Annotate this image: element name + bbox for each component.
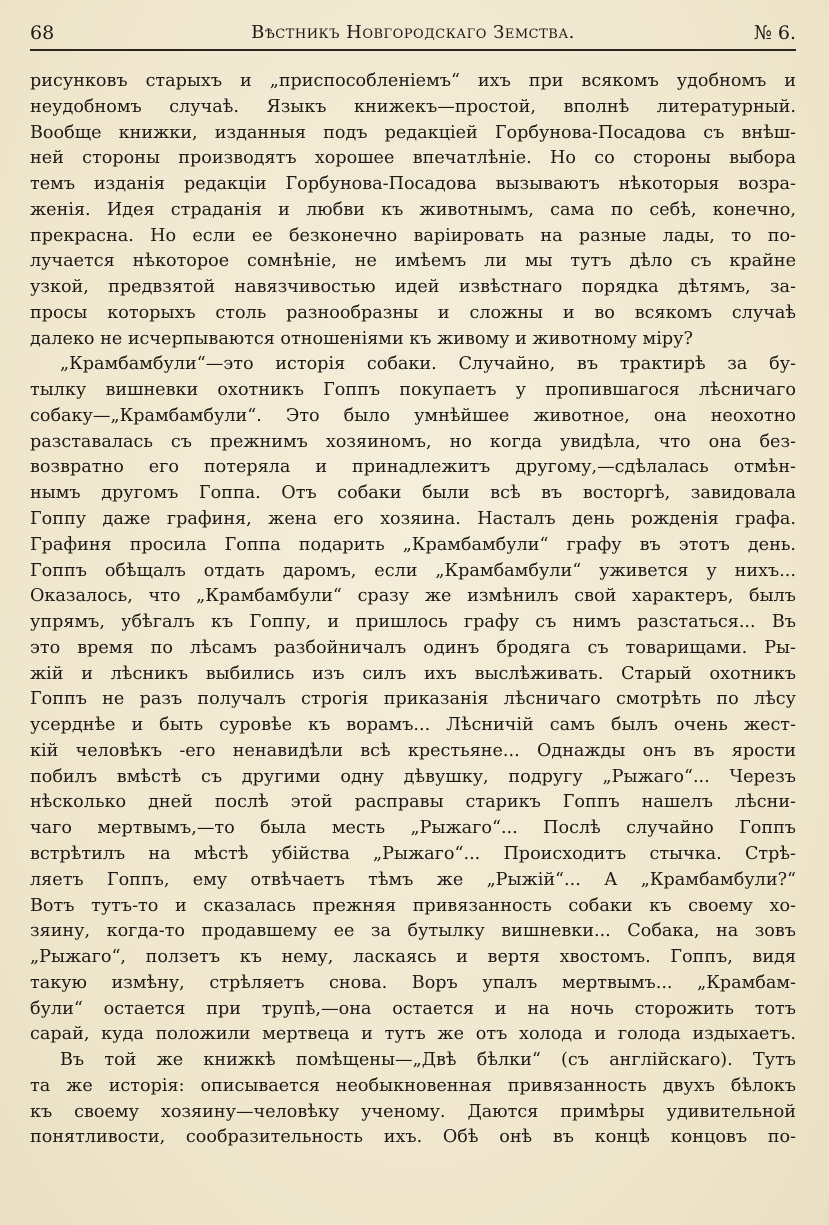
text-line: нымъ другомъ Гоппа. Отъ собаки были всѣ въ восторгѣ, завидовала bbox=[30, 483, 796, 504]
text-line: кій человѣкъ -его ненавидѣли всѣ крестьяне... Однажды онъ въ ярости bbox=[30, 740, 796, 761]
text-line: разставалась съ прежнимъ хозяиномъ, но когда увидѣла, что она без- bbox=[30, 431, 796, 452]
text-line: ляетъ Гоппъ, ему отвѣчаетъ тѣмъ же „Рыжій“... А „Крамбамбули?“ bbox=[30, 869, 796, 890]
text-line: возвратно его потеряла и принадлежитъ другому,—сдѣлалась отмѣн- bbox=[30, 457, 796, 478]
text-line: упрямъ, убѣгалъ къ Гоппу, и пришлось графу съ нимъ разстаться... Въ bbox=[30, 612, 796, 633]
text-line: Графиня просила Гоппа подарить „Крамбамбули“ графу въ этотъ день. bbox=[30, 534, 796, 555]
text-line: ней стороны производятъ хорошее впечатлѣніе. Но со стороны выбора bbox=[30, 148, 796, 169]
text-line: неудобномъ случаѣ. Языкъ книжекъ—простой, вполнѣ литературный. bbox=[30, 96, 796, 117]
text-line: встрѣтилъ на мѣстѣ убійства „Рыжаго“... Происходитъ стычка. Стрѣ- bbox=[30, 843, 796, 864]
text-line: это время по лѣсамъ разбойничалъ одинъ бродяга съ товарищами. Ры- bbox=[30, 637, 796, 658]
text-line: та же исторія: описывается необыкновенная привязанность двухъ бѣлокъ bbox=[30, 1075, 796, 1096]
header-rule bbox=[30, 49, 796, 51]
text-line: нѣсколько дней послѣ этой расправы старикъ Гоппъ нашелъ лѣсни- bbox=[30, 792, 796, 813]
text-line: тылку вишневки охотникъ Гоппъ покупаетъ у пропившагося лѣсничаго bbox=[30, 380, 796, 401]
issue-number: № 6. bbox=[753, 22, 796, 44]
text-line: були“ остается при трупѣ,—она остается и на ночь сторожить тотъ bbox=[30, 998, 796, 1019]
text-line: узкой, предвзятой навязчивостью идей извѣстнаго порядка дѣтямъ, за- bbox=[30, 277, 796, 298]
text-line: такую измѣну, стрѣляетъ снова. Воръ упалъ мертвымъ... „Крамбам- bbox=[30, 972, 796, 993]
body-text bbox=[30, 69, 796, 1151]
paragraph-first-line: „Крамбамбули“—это исторія собаки. Случайно, въ трактирѣ за бу- bbox=[60, 354, 796, 375]
text-line: зяину, когда-то продавшему ее за бутылку вишневки... Собака, на зовъ bbox=[30, 921, 796, 942]
text-line: Гоппу даже графиня, жена его хозяина. Насталъ день рожденія графа. bbox=[30, 509, 796, 530]
text-line: къ своему хозяину—человѣку ученому. Даются примѣры удивительной bbox=[30, 1101, 796, 1122]
text-line: собаку—„Крамбамбули“. Это было умнѣйшее животное, она неохотно bbox=[30, 405, 796, 426]
text-line: Вообще книжки, изданныя подъ редакціей Горбунова-Посадова съ внѣш- bbox=[30, 122, 796, 143]
text-line: прекрасна. Но если ее безконечно варіировать на разные лады, то по- bbox=[30, 225, 796, 246]
running-header bbox=[30, 20, 796, 50]
text-line: темъ изданія редакціи Горбунова-Посадова вызываютъ нѣкоторыя возра- bbox=[30, 174, 796, 195]
text-line: чаго мертвымъ,—то была месть „Рыжаго“... Послѣ случайно Гоппъ bbox=[30, 818, 796, 839]
text-line: побилъ вмѣстѣ съ другими одну дѣвушку, подругу „Рыжаго“... Черезъ bbox=[30, 766, 796, 787]
text-line: Гоппъ не разъ получалъ строгія приказанія лѣсничаго смотрѣть по лѣсу bbox=[30, 689, 796, 710]
text-line: Вотъ тутъ-то и сказалась прежняя привязанность собаки къ своему хо- bbox=[30, 895, 796, 916]
page-number: 68 bbox=[30, 22, 55, 44]
text-line: женія. Идея страданія и любви къ животнымъ, сама по себѣ, конечно, bbox=[30, 199, 796, 220]
journal-title: Вѣстникъ Новгородскаго Земства. bbox=[251, 22, 575, 43]
text-line: просы которыхъ столь разнообразны и сложны и во всякомъ случаѣ bbox=[30, 302, 796, 323]
text-line: усерднѣе и быть суровѣе къ ворамъ... Лѣсничій самъ былъ очень жест- bbox=[30, 715, 796, 736]
text-line: лучается нѣкоторое сомнѣніе, не имѣемъ ли мы тутъ дѣло съ крайне bbox=[30, 251, 796, 272]
text-line: Гоппъ обѣщалъ отдать даромъ, если „Крамбамбули“ уживется у нихъ... bbox=[30, 560, 796, 581]
text-line: жій и лѣсникъ выбились изъ силъ ихъ выслѣживать. Старый охотникъ bbox=[30, 663, 796, 684]
paragraph-first-line: Въ той же книжкѣ помѣщены—„Двѣ бѣлки“ (съ англійскаго). Тутъ bbox=[60, 1050, 796, 1071]
text-line: „Рыжаго“, ползетъ къ нему, ласкаясь и вертя хвостомъ. Гоппъ, видя bbox=[30, 947, 796, 968]
text-line: Оказалось, что „Крамбамбули“ сразу же измѣнилъ свой характеръ, былъ bbox=[30, 586, 796, 607]
paragraph-last-line: далеко не исчерпываются отношеніями къ живому и животному міру? bbox=[30, 328, 693, 349]
text-line: понятливости, сообразительность ихъ. Обѣ онѣ въ концѣ концовъ по- bbox=[30, 1127, 796, 1148]
paragraph-last-line: сарай, куда положили мертвеца и тутъ же отъ холода и голода издыхаетъ. bbox=[30, 1024, 796, 1045]
text-line: рисунковъ старыхъ и „приспособленіемъ“ ихъ при всякомъ удобномъ и bbox=[30, 71, 796, 91]
